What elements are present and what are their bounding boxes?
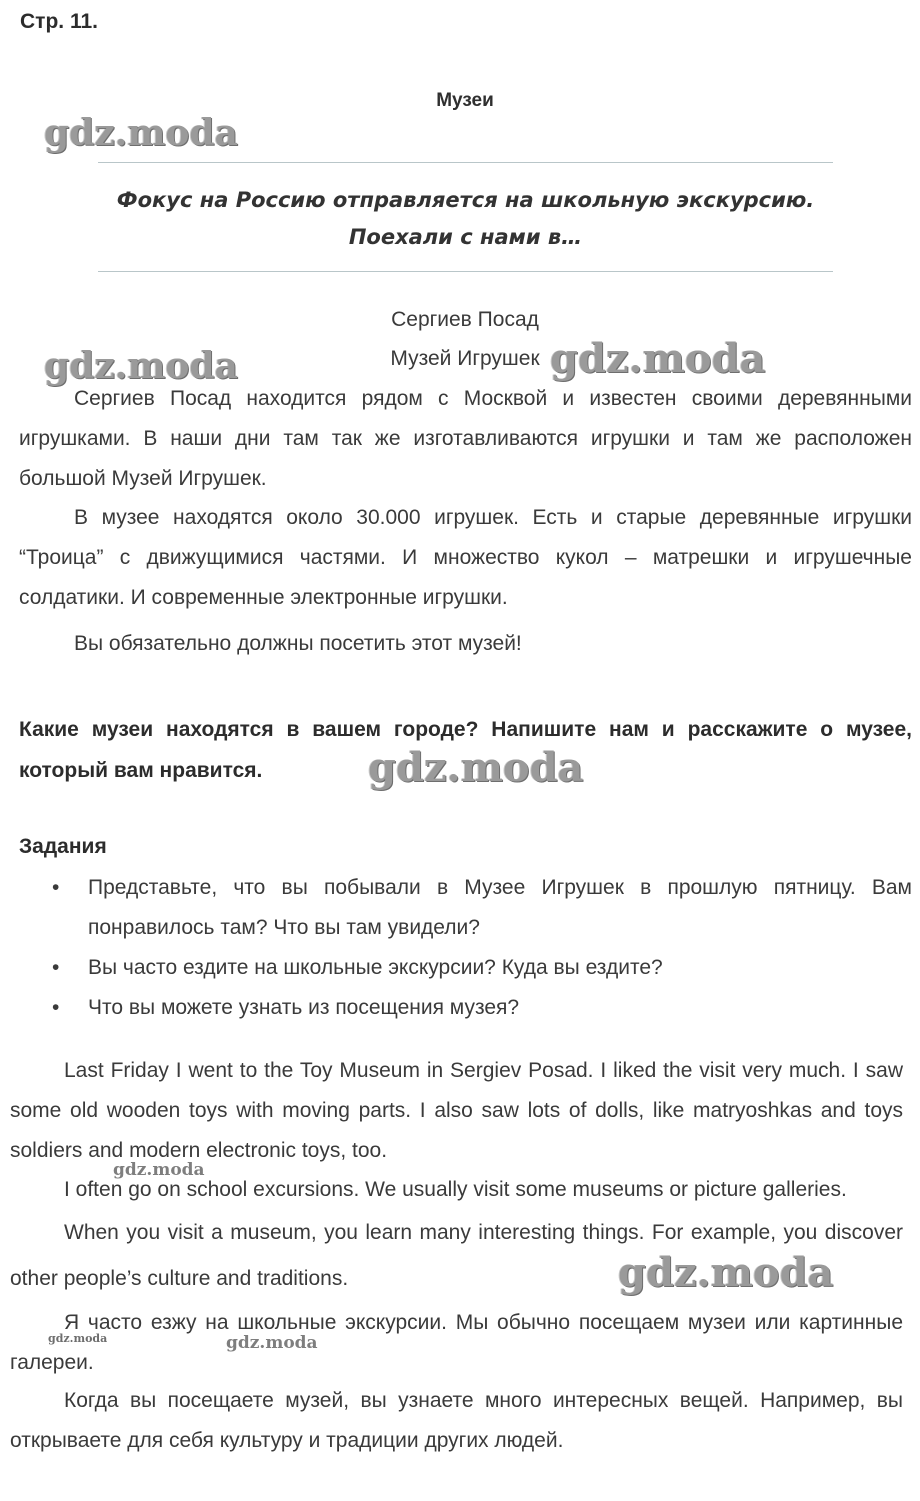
watermark: gdz.moda	[226, 1333, 318, 1353]
article-paragraph-1: Сергиев Посад находится рядом с Москвой и известен своими деревянными игрушками. В наши дни там так же изготавливаются игрушки и там же расположен большой Музей Игрушек.	[19, 387, 912, 490]
tasks-heading: Задания	[19, 835, 107, 858]
banner-top-divider	[98, 162, 833, 163]
answer-english-1: Last Friday I went to the Toy Museum in Sergiev Posad. I liked the visit very much. I saw some old wooden toys with moving parts. I also saw lots of dolls, like matryoshkas and toys soldiers and modern electronic toys, too.	[10, 1059, 903, 1162]
bullet-icon: •	[52, 996, 60, 1019]
banner-line-2: Поехали с нами в…	[348, 225, 583, 249]
watermark: gdz.moda	[113, 1160, 205, 1180]
banner-line-1: Фокус на Россию отправляется на школьную экскурсию.	[116, 188, 815, 212]
article-place: Сергиев Посад	[391, 308, 539, 331]
banner	[98, 182, 833, 256]
bullet-icon: •	[52, 876, 60, 899]
task-item: • Что вы можете узнать из посещения музея?	[52, 988, 912, 1028]
bullet-icon: •	[52, 956, 60, 979]
watermark: gdz.moda	[48, 1332, 108, 1345]
page-title: Музеи	[436, 90, 494, 111]
answer-english-3: When you visit a museum, you learn many interesting things. For example, you discover other people’s culture and traditions.	[10, 1221, 903, 1290]
banner-bottom-divider	[98, 271, 833, 272]
article-museum-name: Музей Игрушек	[390, 347, 540, 370]
watermark: gdz.moda	[618, 1249, 834, 1296]
article-paragraph-3: Вы обязательно должны посетить этот музей!	[74, 632, 522, 655]
watermark: gdz.moda	[368, 744, 584, 791]
task-item: • Вы часто ездите на школьные экскурсии? Куда вы ездите?	[52, 948, 912, 988]
answer-english-2: I often go on school excursions. We usually visit some museums or picture galleries.	[64, 1178, 847, 1201]
article-paragraph-2: В музее находятся около 30.000 игрушек. Есть и старые деревянные игрушки “Троица” с движущимися частями. И множество кукол – матрешки и игрушечные солдатики. И современные электронные игрушки.	[19, 506, 912, 609]
task-list	[52, 868, 912, 1028]
answer-russian-2: Когда вы посещаете музей, вы узнаете много интересных вещей. Например, вы открываете для себя культуру и традиции других людей.	[10, 1389, 903, 1452]
task-item: • Представьте, что вы побывали в Музее Игрушек в прошлую пятницу. Вам понравилось там? Что вы там увидели?	[52, 868, 912, 948]
answer-russian-1: Я часто езжу на школьные экскурсии. Мы обычно посещаем музеи или картинные галереи.	[10, 1311, 903, 1374]
watermark: gdz.moda	[44, 345, 238, 387]
page-number: Стр. 11.	[20, 10, 98, 33]
watermark: gdz.moda	[44, 112, 238, 154]
watermark: gdz.moda	[550, 335, 766, 382]
reader-question: Какие музеи находятся в вашем городе? Напишите нам и расскажите о музее, который вам нравится.	[19, 718, 912, 782]
